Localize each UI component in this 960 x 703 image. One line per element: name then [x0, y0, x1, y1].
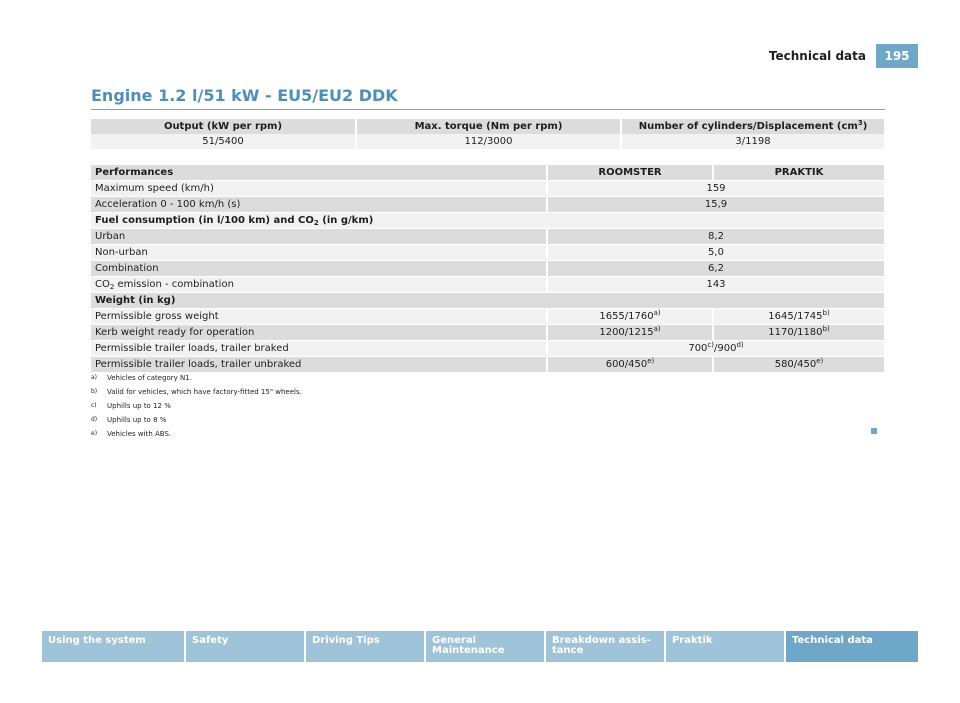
table-row — [91, 357, 885, 373]
row-label: Maximum speed (km/h) — [91, 181, 547, 197]
row-label: Urban — [91, 229, 547, 245]
cylinders-header-text: Number of cylinders/Displacement (cm — [638, 121, 858, 132]
praktik-value — [713, 325, 885, 341]
footnotes — [91, 374, 302, 444]
table-row — [91, 277, 885, 293]
praktik-header: PRAKTIK — [713, 165, 885, 181]
footer-navigation — [42, 631, 918, 662]
footer-tab-driving-tips[interactable]: Driving Tips — [306, 631, 426, 662]
footnote-text: Vehicles of category N1. — [107, 374, 192, 382]
table-row — [91, 261, 885, 277]
value-text: 700 — [688, 343, 708, 354]
row-value: 6,2 — [547, 261, 885, 277]
table-row — [91, 325, 885, 341]
performance-table-header — [91, 165, 885, 181]
fuel-heading-post: (in g/km) — [318, 215, 374, 226]
torque-value: 112/3000 — [356, 134, 621, 149]
footnote-ref: b) — [822, 325, 830, 333]
cylinders-header-sup: 3 — [857, 119, 863, 127]
co2-label-text: CO — [95, 279, 110, 290]
footnote — [91, 430, 302, 444]
section-end-marker — [871, 428, 877, 434]
footer-tab-safety[interactable]: Safety — [186, 631, 306, 662]
weight-section-heading: Weight (in kg) — [91, 293, 885, 309]
page-number: 195 — [876, 44, 918, 68]
value-text: 580/450 — [774, 359, 817, 370]
torque-header: Max. torque (Nm per rpm) — [356, 119, 621, 134]
footer-tab-praktik[interactable]: Praktik — [666, 631, 786, 662]
footnote-mark: c) — [91, 402, 97, 409]
footer-tab-breakdown-assistance[interactable]: Breakdown assis- tance — [546, 631, 666, 662]
row-label — [91, 277, 547, 293]
row-value — [547, 341, 885, 357]
table-row — [91, 293, 885, 309]
footnote — [91, 374, 302, 388]
footnote-text: Uphills up to 8 % — [107, 416, 167, 424]
fuel-section-heading — [91, 213, 885, 229]
table-row — [91, 197, 885, 213]
roomster-value — [547, 357, 713, 373]
roomster-header: ROOMSTER — [547, 165, 713, 181]
footer-tab-technical-data[interactable]: Technical data — [786, 631, 918, 662]
footnote-ref: a) — [653, 325, 661, 333]
section-title: Technical data — [768, 49, 866, 63]
value-text: /900 — [714, 343, 737, 354]
engine-table-header — [91, 119, 885, 134]
footnote-mark: e) — [91, 430, 98, 437]
value-text: 1645/1745 — [768, 311, 823, 322]
footnote-mark: a) — [91, 374, 98, 381]
footnote-ref: b) — [822, 309, 830, 317]
row-label: Permissible trailer loads, trailer braked — [91, 341, 547, 357]
table-row — [91, 245, 885, 261]
cylinders-value: 3/1198 — [621, 134, 885, 149]
row-value: 5,0 — [547, 245, 885, 261]
output-header: Output (kW per rpm) — [91, 119, 356, 134]
table-row — [91, 181, 885, 197]
performances-header: Performances — [91, 165, 547, 181]
output-value: 51/5400 — [91, 134, 356, 149]
footnote-text: Uphills up to 12 % — [107, 402, 171, 410]
praktik-value — [713, 309, 885, 325]
footnote-mark: b) — [91, 388, 98, 395]
fuel-heading-text: Fuel consumption (in l/100 km) and CO — [95, 215, 314, 226]
row-value: 159 — [547, 181, 885, 197]
row-label: Acceleration 0 - 100 km/h (s) — [91, 197, 547, 213]
co2-label-post: emission - combination — [114, 279, 234, 290]
footnote-ref: a) — [653, 309, 661, 317]
footnote — [91, 402, 302, 416]
table-row — [91, 229, 885, 245]
roomster-value — [547, 309, 713, 325]
footnote-ref: c) — [707, 341, 715, 349]
footnote — [91, 416, 302, 430]
footnote-ref: e) — [816, 357, 824, 365]
footer-tab-general-maintenance[interactable]: General Maintenance — [426, 631, 546, 662]
cylinders-header-close: ) — [862, 121, 868, 132]
row-label: Permissible trailer loads, trailer unbraked — [91, 357, 547, 373]
co2-label-sub: 2 — [109, 283, 115, 291]
footnote-ref: e) — [647, 357, 655, 365]
value-text: 1170/1180 — [768, 327, 823, 338]
value-text: 1200/1215 — [599, 327, 654, 338]
footnote — [91, 388, 302, 402]
row-value: 15,9 — [547, 197, 885, 213]
row-label: Permissible gross weight — [91, 309, 547, 325]
row-value: 8,2 — [547, 229, 885, 245]
page-title: Engine 1.2 l/51 kW - EU5/EU2 DDK — [91, 86, 885, 110]
footnote-ref: d) — [736, 341, 744, 349]
row-label: Combination — [91, 261, 547, 277]
value-text: 1655/1760 — [599, 311, 654, 322]
row-value: 143 — [547, 277, 885, 293]
footnote-mark: d) — [91, 416, 98, 423]
fuel-heading-sub: 2 — [313, 219, 319, 227]
row-label: Non-urban — [91, 245, 547, 261]
footer-tab-using-the-system[interactable]: Using the system — [42, 631, 186, 662]
footnote-text: Valid for vehicles, which have factory-fitted 15" wheels. — [107, 388, 302, 396]
cylinders-header — [621, 119, 885, 134]
footnote-text: Vehicles with ABS. — [107, 430, 172, 438]
engine-table — [91, 119, 886, 149]
page-header — [759, 44, 918, 68]
engine-table-row — [91, 134, 885, 149]
table-row — [91, 213, 885, 229]
row-label: Kerb weight ready for operation — [91, 325, 547, 341]
praktik-value — [713, 357, 885, 373]
table-row — [91, 341, 885, 357]
roomster-value — [547, 325, 713, 341]
performance-table — [91, 165, 886, 372]
value-text: 600/450 — [605, 359, 648, 370]
table-row — [91, 309, 885, 325]
